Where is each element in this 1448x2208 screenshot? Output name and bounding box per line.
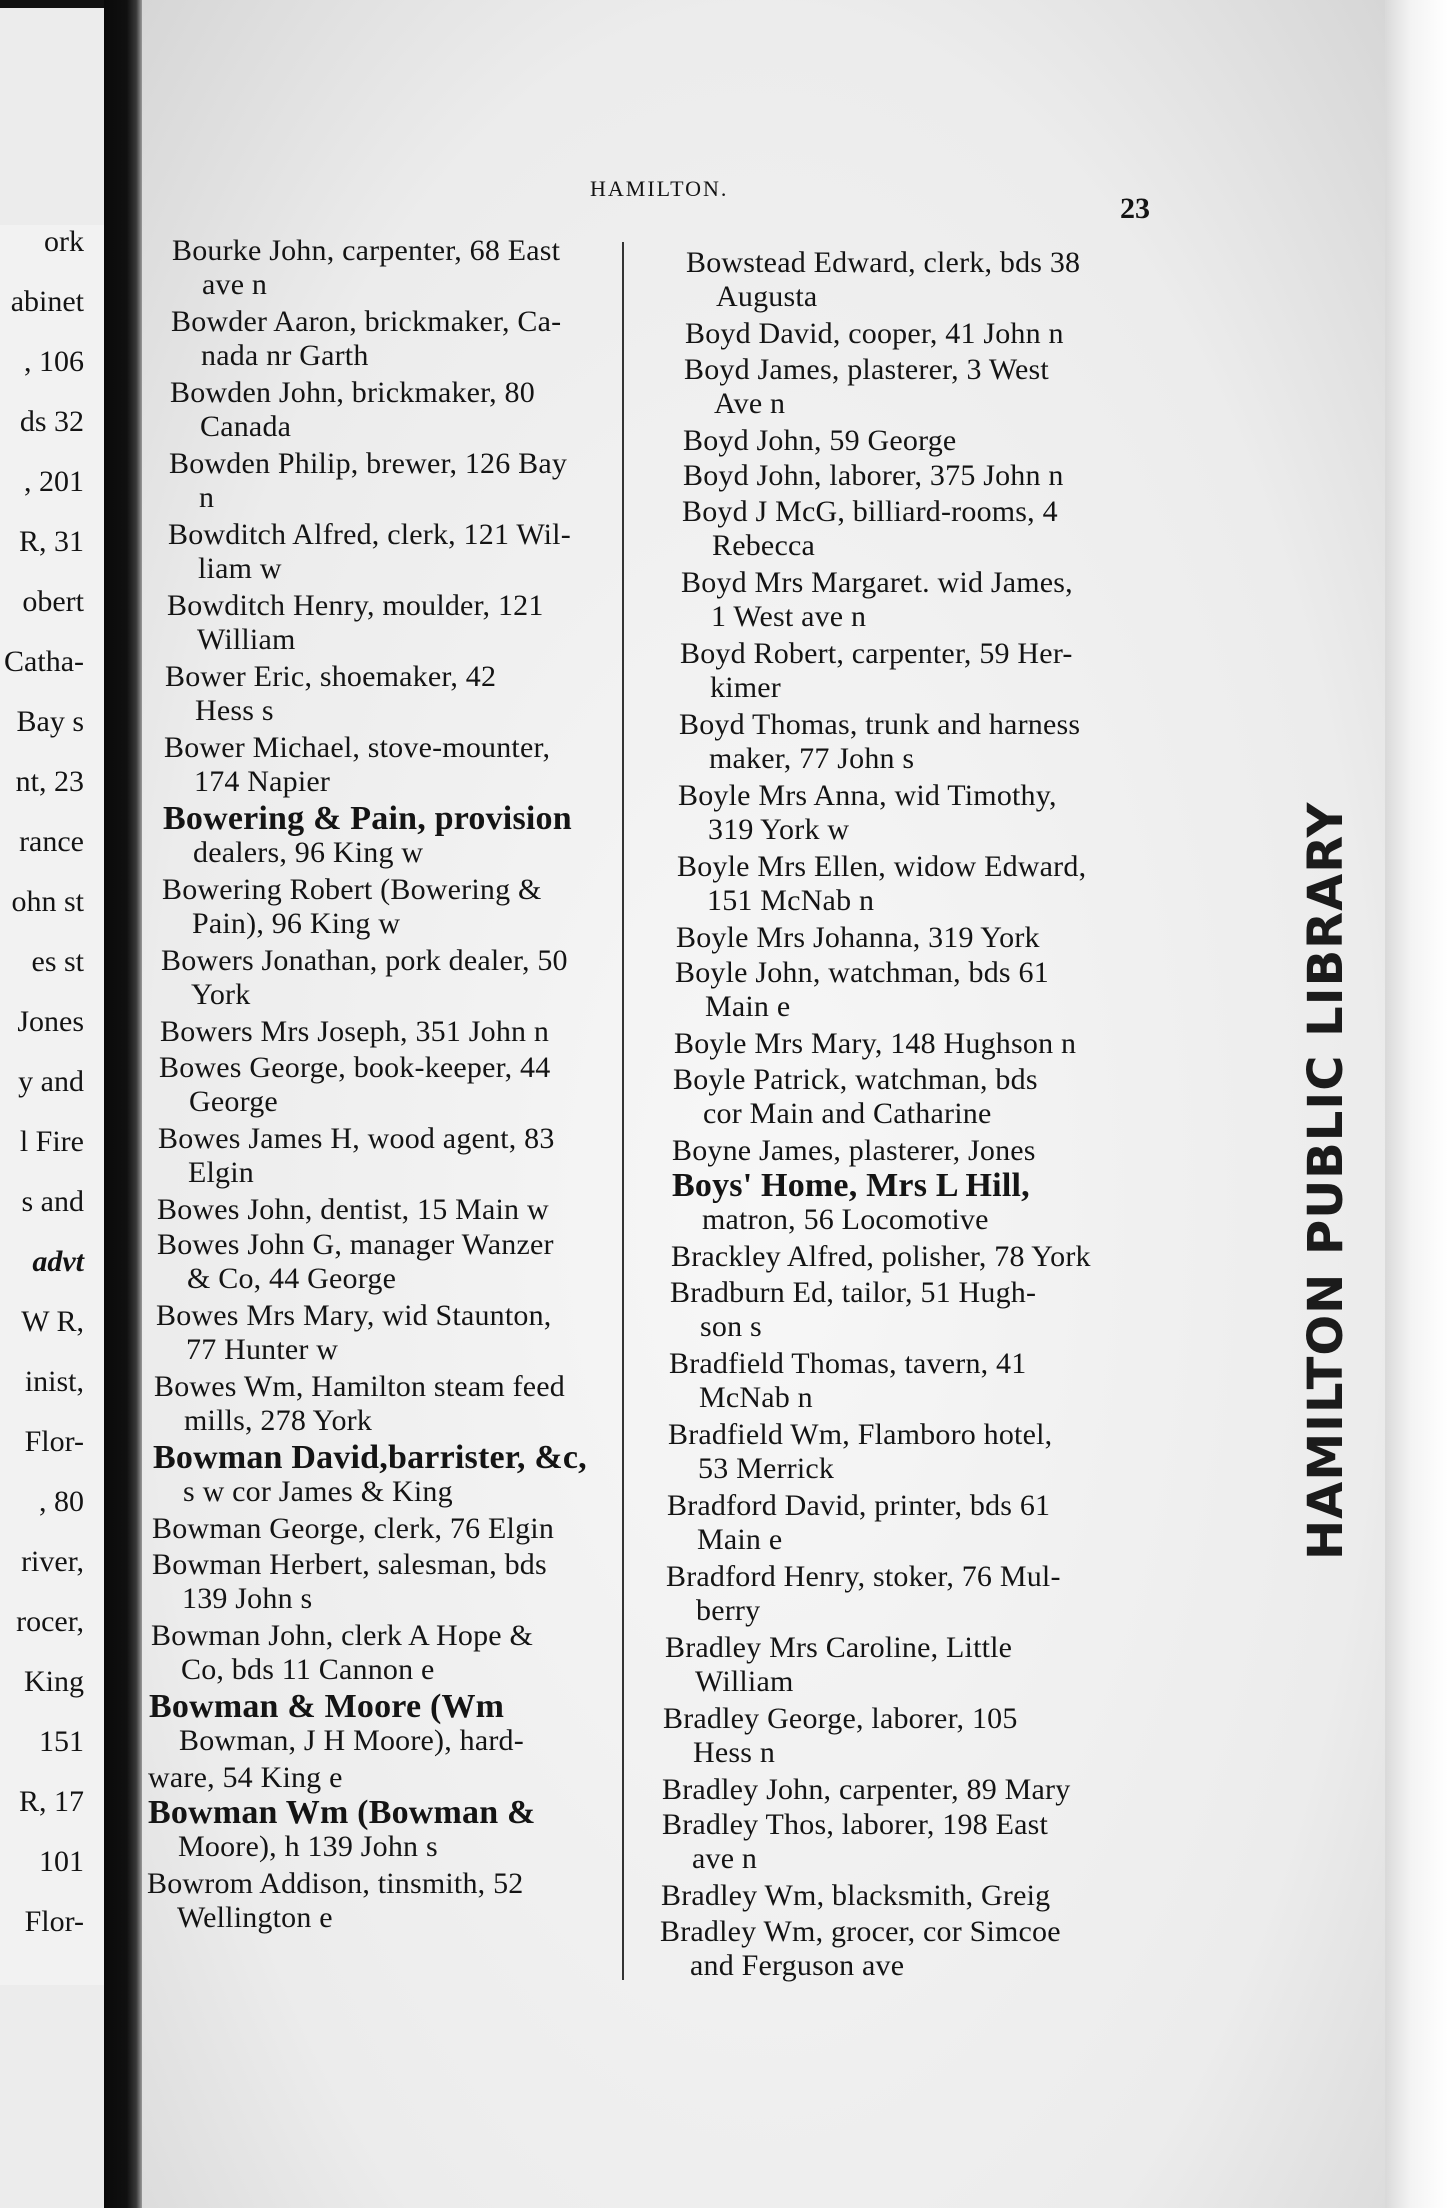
- entry-address-line: Pain), 96 King w: [192, 907, 401, 940]
- entry-name-line: Bradley Wm, blacksmith, Greig: [661, 1879, 1051, 1912]
- directory-entry: [158, 1122, 555, 1190]
- directory-entry: [660, 1915, 1061, 1983]
- fragment-line: Flor-: [24, 1905, 84, 1938]
- entry-address-line: Canada: [200, 410, 292, 443]
- directory-entry: [666, 1560, 1061, 1628]
- directory-entry: [673, 1063, 1038, 1131]
- entry-name-line: Bradley Wm, grocer, cor Simcoe: [660, 1914, 1061, 1948]
- directory-entry: [154, 1370, 565, 1438]
- directory-entry: [152, 1548, 547, 1616]
- entry-name-line: Boyle Mrs Anna, wid Timothy,: [678, 778, 1057, 812]
- entry-name-line: ware, 54 King e: [148, 1760, 343, 1794]
- directory-entry: [686, 246, 1080, 314]
- entry-name-line: Boyd Mrs Margaret. wid James,: [681, 565, 1073, 599]
- fragment-line: rocer,: [16, 1605, 84, 1638]
- entry-address-line: Ave n: [714, 386, 786, 420]
- entry-name-line: Bowman David,barrister, &c,: [153, 1439, 587, 1476]
- fragment-line: abinet: [10, 285, 84, 318]
- directory-entry: [159, 1051, 550, 1119]
- directory-entry: [670, 1276, 1036, 1344]
- entry-name-line: Boyd James, plasterer, 3 West: [684, 352, 1049, 386]
- entry-name-line: Bowder Aaron, brickmaker, Ca-: [171, 305, 562, 338]
- running-head: HAMILTON.: [590, 176, 729, 201]
- entry-name-line: Boyd John, laborer, 375 John n: [683, 459, 1064, 492]
- fragment-line: advt: [32, 1245, 84, 1278]
- directory-entry: [679, 708, 1080, 776]
- entry-name-line: Bowering Robert (Bowering &: [162, 873, 542, 906]
- directory-entry: [163, 802, 572, 870]
- directory-entry: [683, 424, 956, 458]
- entry-address-line: 1 West ave n: [711, 599, 867, 633]
- entry-name-line: Bowes Wm, Hamilton steam feed: [154, 1370, 565, 1403]
- entry-name-line: Boyd John, 59 George: [683, 423, 957, 457]
- entry-name-line: Bowditch Henry, moulder, 121: [167, 589, 544, 622]
- entry-name-line: Bowden John, brickmaker, 80: [170, 376, 535, 409]
- directory-entry: [169, 447, 567, 515]
- entry-name-line: Bowman George, clerk, 76 Elgin: [152, 1512, 555, 1545]
- entry-name-line: Boyle Patrick, watchman, bds: [673, 1062, 1038, 1096]
- entry-name-line: Bowers Jonathan, pork dealer, 50: [161, 944, 568, 977]
- directory-entry: [680, 637, 1073, 705]
- fragment-line: nt, 23: [15, 765, 84, 798]
- directory-entry: [162, 873, 542, 941]
- fragment-line: rance: [19, 825, 84, 858]
- entry-name-line: Bowman Herbert, salesman, bds: [152, 1547, 547, 1581]
- entry-address-line: nada nr Garth: [201, 339, 369, 372]
- directory-entry: [683, 459, 1064, 493]
- fragment-line: ork: [44, 225, 84, 258]
- entry-name-line: Boyle Mrs Johanna, 319 York: [676, 920, 1040, 954]
- directory-entry: [685, 317, 1064, 351]
- entry-name-line: Bowman & Moore (Wm: [149, 1687, 505, 1725]
- fragment-line: inist,: [24, 1365, 84, 1398]
- directory-entry: [669, 1347, 1026, 1415]
- entry-address-line: Bowman, J H Moore), hard-: [179, 1723, 524, 1757]
- directory-entry: [684, 353, 1049, 421]
- fragment-line: R, 17: [18, 1785, 84, 1818]
- entry-address-line: Main e: [697, 1522, 783, 1556]
- directory-entry: [148, 1796, 536, 1864]
- left-page-fragment: [0, 225, 104, 1985]
- directory-entry: [672, 1169, 1030, 1237]
- directory-entry: [668, 1418, 1052, 1486]
- entry-name-line: Bowrom Addison, tinsmith, 52: [147, 1867, 524, 1900]
- entry-address-line: berry: [696, 1593, 761, 1627]
- directory-entry: [148, 1761, 343, 1795]
- fragment-line: y and: [18, 1065, 84, 1098]
- entry-address-line: 319 York w: [708, 812, 850, 846]
- entry-address-line: Hess s: [195, 694, 274, 727]
- fragment-line: Bay s: [16, 705, 84, 738]
- entry-address-line: s w cor James & King: [183, 1475, 453, 1508]
- entry-address-line: ave n: [692, 1842, 758, 1875]
- directory-entry: [161, 944, 568, 1012]
- directory-entry: [172, 234, 560, 302]
- directory-entry: [665, 1631, 1012, 1699]
- fragment-line: ohn st: [11, 885, 84, 918]
- directory-entry: [671, 1240, 1091, 1274]
- fragment-line: King: [24, 1665, 84, 1698]
- book-edge: [1385, 0, 1448, 2208]
- fragment-line: 101: [39, 1845, 84, 1878]
- directory-entry: [682, 495, 1058, 563]
- fragment-line: ds 32: [19, 405, 84, 438]
- entry-name-line: Boyne James, plasterer, Jones: [672, 1133, 1036, 1167]
- page-number: 23: [1120, 192, 1150, 225]
- directory-entry: [157, 1228, 554, 1296]
- entry-name-line: Bradley Thos, laborer, 198 East: [662, 1808, 1049, 1841]
- entry-address-line: Elgin: [188, 1155, 254, 1189]
- directory-entry: [160, 1015, 549, 1049]
- fragment-line: W R,: [21, 1305, 84, 1338]
- directory-entry: [171, 305, 561, 373]
- directory-entry: [164, 731, 550, 799]
- entry-name-line: Bradfield Wm, Flamboro hotel,: [668, 1417, 1053, 1451]
- entry-name-line: Bowes James H, wood agent, 83: [158, 1121, 555, 1155]
- entry-address-line: William: [197, 623, 296, 656]
- library-stamp: HAMILTON PUBLIC LIBRARY: [1298, 801, 1354, 1560]
- fragment-line: 151: [39, 1725, 84, 1758]
- entry-name-line: Brackley Alfred, polisher, 78 York: [671, 1240, 1091, 1273]
- entry-address-line: & Co, 44 George: [187, 1262, 397, 1295]
- fragment-line: river,: [21, 1545, 84, 1578]
- entry-name-line: Bradley George, laborer, 105: [663, 1701, 1018, 1735]
- entry-name-line: Bradfield Thomas, tavern, 41: [669, 1346, 1027, 1380]
- entry-address-line: 139 John s: [182, 1581, 313, 1615]
- entry-address-line: and Ferguson ave: [690, 1948, 905, 1982]
- entry-name-line: Bowes George, book-keeper, 44: [159, 1050, 551, 1084]
- entry-address-line: York: [191, 978, 251, 1011]
- directory-entry: [167, 589, 544, 657]
- directory-entry: [662, 1773, 1070, 1807]
- directory-entry: [676, 921, 1040, 955]
- directory-entry: [678, 779, 1057, 847]
- directory-entry: [681, 566, 1073, 634]
- directory-entry: [152, 1512, 554, 1546]
- directory-entry: [662, 1808, 1048, 1876]
- fragment-line: R, 31: [18, 525, 84, 558]
- entry-name-line: Bowden Philip, brewer, 126 Bay: [169, 447, 568, 480]
- entry-address-line: dealers, 96 King w: [193, 836, 424, 869]
- entry-name-line: Boys' Home, Mrs L Hill,: [672, 1167, 1030, 1204]
- book-gutter: [104, 0, 142, 2208]
- fragment-line: l Fire: [19, 1125, 84, 1158]
- column-divider: [622, 242, 624, 1980]
- directory-entry: [667, 1489, 1050, 1557]
- entry-name-line: Boyle Mrs Ellen, widow Edward,: [677, 849, 1087, 883]
- entry-address-line: son s: [700, 1309, 762, 1343]
- entry-address-line: 174 Napier: [194, 765, 331, 798]
- directory-entry: [672, 1134, 1036, 1168]
- entry-name-line: Boyd Robert, carpenter, 59 Her-: [680, 636, 1073, 670]
- directory-entry: [165, 660, 496, 728]
- directory-entry: [147, 1867, 523, 1935]
- entry-address-line: Rebecca: [712, 528, 815, 562]
- entry-address-line: n: [199, 481, 215, 514]
- entry-name-line: Boyd David, cooper, 41 John n: [685, 317, 1064, 350]
- directory-entry: [168, 518, 571, 586]
- entry-address-line: cor Main and Catharine: [703, 1096, 992, 1130]
- entry-name-line: Bowering & Pain, provision: [163, 800, 572, 837]
- entry-name-line: Bradford David, printer, bds 61: [667, 1488, 1051, 1522]
- entry-name-line: Bourke John, carpenter, 68 East: [172, 234, 561, 267]
- fragment-line: , 106: [24, 345, 84, 378]
- fragment-line: , 201: [24, 465, 84, 498]
- entry-address-line: liam w: [198, 552, 282, 585]
- entry-address-line: Wellington e: [177, 1901, 333, 1934]
- entry-name-line: Bowes John, dentist, 15 Main w: [157, 1192, 549, 1226]
- entry-name-line: Bradford Henry, stoker, 76 Mul-: [666, 1559, 1061, 1593]
- fragment-line: s and: [21, 1185, 84, 1218]
- entry-name-line: Bowstead Edward, clerk, bds 38: [686, 246, 1081, 279]
- directory-entry: [677, 850, 1086, 918]
- directory-entry: [663, 1702, 1018, 1770]
- entry-address-line: Hess n: [693, 1735, 776, 1769]
- entry-name-line: Boyd Thomas, trunk and harness: [679, 707, 1081, 741]
- entry-name-line: Bradley Mrs Caroline, Little: [665, 1630, 1013, 1664]
- entry-address-line: George: [189, 1084, 278, 1118]
- fragment-line: obert: [22, 585, 84, 618]
- fragment-line: Jones: [17, 1005, 84, 1038]
- entry-address-line: maker, 77 John s: [709, 741, 915, 775]
- entry-address-line: matron, 56 Locomotive: [702, 1203, 989, 1236]
- entry-address-line: 77 Hunter w: [186, 1333, 339, 1366]
- entry-name-line: Boyd J McG, billiard-rooms, 4: [682, 494, 1058, 528]
- entry-name-line: Boyle Mrs Mary, 148 Hughson n: [674, 1027, 1077, 1060]
- entry-address-line: William: [695, 1664, 794, 1698]
- directory-entry: [149, 1687, 524, 1758]
- directory-entry: [157, 1193, 549, 1227]
- directory-entry: [153, 1441, 587, 1509]
- entry-name-line: Bowman Wm (Bowman &: [148, 1794, 536, 1831]
- entry-name-line: Bowditch Alfred, clerk, 121 Wil-: [168, 518, 571, 551]
- entry-address-line: mills, 278 York: [184, 1404, 373, 1437]
- entry-name-line: Boyle John, watchman, bds 61: [675, 956, 1049, 989]
- entry-address-line: Moore), h 139 John s: [178, 1830, 438, 1863]
- entry-address-line: 151 McNab n: [707, 883, 875, 917]
- entry-address-line: 53 Merrick: [698, 1451, 835, 1485]
- directory-entry: [675, 956, 1049, 1024]
- entry-name-line: Bradley John, carpenter, 89 Mary: [662, 1772, 1071, 1806]
- entry-address-line: Co, bds 11 Cannon e: [181, 1652, 435, 1686]
- entry-name-line: Bowman John, clerk A Hope &: [151, 1618, 534, 1652]
- directory-entry: [674, 1027, 1076, 1061]
- directory-entry: [170, 376, 535, 444]
- entry-address-line: Augusta: [716, 280, 818, 313]
- entry-name-line: Bowes Mrs Mary, wid Staunton,: [156, 1299, 552, 1332]
- fragment-line: Flor-: [24, 1425, 84, 1458]
- entry-address-line: ave n: [202, 268, 268, 301]
- entry-address-line: Main e: [705, 990, 791, 1023]
- fragment-line: es st: [31, 945, 84, 978]
- entry-name-line: Bradburn Ed, tailor, 51 Hugh-: [670, 1275, 1037, 1309]
- fragment-line: , 80: [39, 1485, 84, 1518]
- directory-entry: [156, 1299, 552, 1367]
- entry-name-line: Bower Eric, shoemaker, 42: [165, 660, 497, 693]
- fragment-line: Catha-: [4, 645, 84, 678]
- entry-address-line: McNab n: [699, 1380, 813, 1414]
- entry-name-line: Bower Michael, stove-mounter,: [164, 731, 551, 764]
- directory-entry: [661, 1879, 1050, 1913]
- entry-name-line: Bowers Mrs Joseph, 351 John n: [160, 1015, 550, 1048]
- entry-name-line: Bowes John G, manager Wanzer: [157, 1228, 554, 1261]
- entry-address-line: kimer: [710, 670, 781, 704]
- directory-entry: [151, 1619, 533, 1687]
